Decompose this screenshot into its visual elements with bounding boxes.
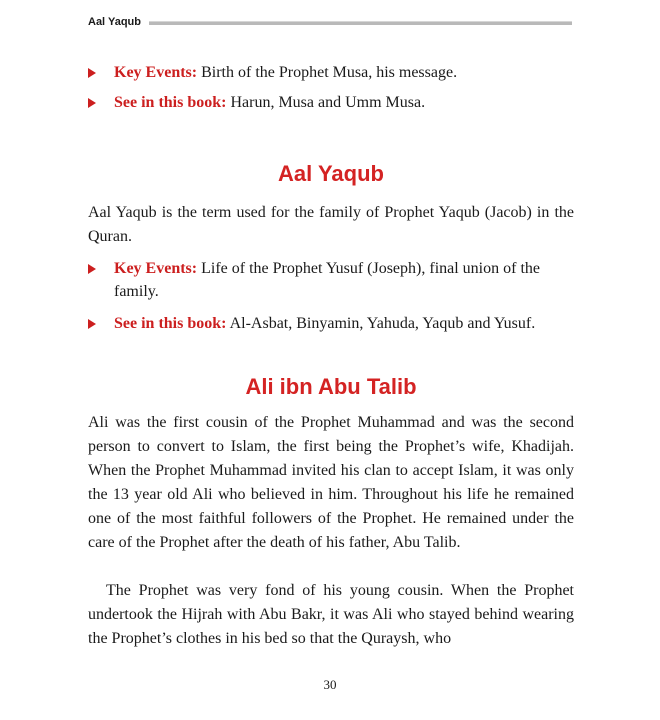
bullet-text [114, 257, 574, 303]
running-head-title: Aal Yaqub [88, 16, 141, 28]
bullet-key-label: Key Events: [114, 260, 198, 277]
arrow-bullet-icon [88, 319, 96, 329]
bullet-text [114, 61, 574, 84]
aal-yaqub-intro: Aal Yaqub is the term used for the family of Prophet Yaqub (Jacob) in the Quran. [88, 204, 574, 245]
page-number: 30 [323, 677, 337, 692]
list-item [88, 312, 574, 335]
section-heading-aal-yaqub: Aal Yaqub [278, 161, 384, 186]
bullet-body: Harun, Musa and Umm Musa. [226, 94, 426, 111]
arrow-bullet-icon [88, 264, 96, 274]
top-bullet-list [88, 61, 574, 114]
running-head-rule [149, 21, 572, 25]
bullet-key-label: See in this book: [114, 94, 227, 111]
ali-paragraph-2: The Prophet was very fond of his young cousin. When the Prophet undertook the Hijrah with Abu Bakr, it was Ali who stayed behind wearing the Prophet’s clothes in his bed so that the Quraysh, who [88, 582, 574, 647]
arrow-bullet-icon [88, 98, 96, 108]
arrow-bullet-icon [88, 68, 96, 78]
bullet-key-label: Key Events: [114, 64, 198, 81]
bullet-body: Birth of the Prophet Musa, his message. [197, 64, 458, 81]
ali-paragraph-1: Ali was the first cousin of the Prophet Muhammad and was the second person to convert to Islam, the first being the Prophet’s wife, Khadijah. When the Prophet Muhammad invited his clan to accept Islam, it was only the 13 year old Ali who believed in him. Throughout his life he remained one of the most faithful followers of the Prophet. He remained under the care of the Prophet after the death of his father, Abu Talib. [88, 414, 574, 551]
bullet-body: Life of the Prophet Yusuf (Joseph), final union of the family. [114, 260, 540, 300]
aal-yaqub-bullet-list [88, 257, 574, 335]
list-item [88, 61, 574, 84]
bullet-text [114, 91, 574, 114]
running-head [88, 14, 572, 30]
section-heading-ali-ibn-abu-talib: Ali ibn Abu Talib [245, 374, 417, 399]
bullet-key-label: See in this book: [114, 315, 227, 332]
list-item [88, 91, 574, 114]
bullet-body: Al-Asbat, Binyamin, Yahuda, Yaqub and Yusuf. [226, 315, 536, 332]
list-item [88, 257, 574, 303]
bullet-text [114, 312, 574, 335]
